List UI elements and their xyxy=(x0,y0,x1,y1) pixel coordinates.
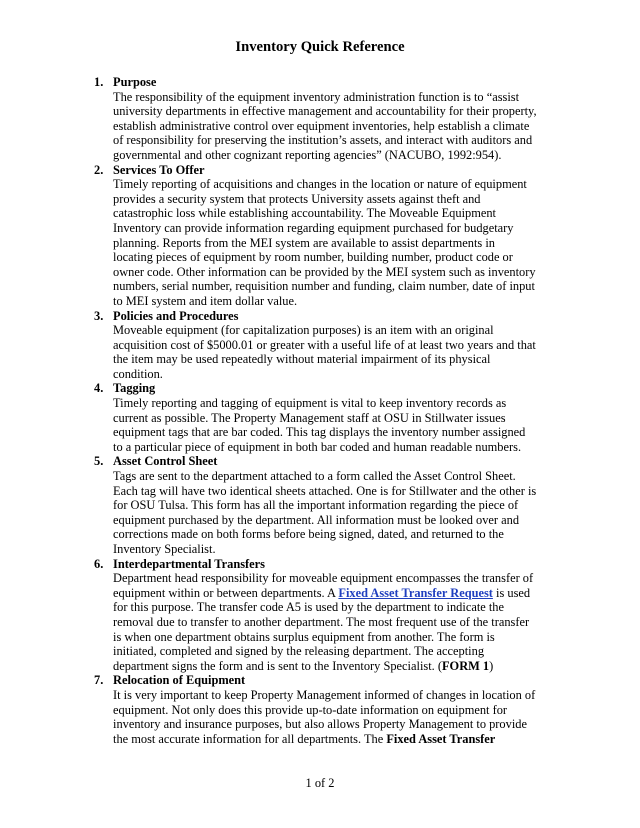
body-line: to MEI system and item dollar value. xyxy=(113,293,298,308)
body-line: equipment purchased by the department. All information must be looked over and xyxy=(113,512,520,527)
section-number: 5. xyxy=(94,454,104,469)
section-body xyxy=(113,177,543,308)
body-line: catastrophic loss while establishing accountability. The Moveable Equipment xyxy=(113,206,496,221)
body-line: It is very important to keep Property Management informed of changes in location of xyxy=(113,687,536,702)
body-line: owner code. Other information can be provided by the MEI system such as inventory xyxy=(113,264,536,279)
body-line: planning. Reports from the MEI system are available to assist departments in xyxy=(113,235,495,250)
section-number: 6. xyxy=(94,556,104,571)
section-tagging xyxy=(0,381,640,454)
section-number: 4. xyxy=(94,381,104,396)
section-list xyxy=(0,75,640,746)
body-line: acquisition cost of $5000.01 or greater with a useful life of at least two years and that xyxy=(113,337,536,352)
body-line: for OSU Tulsa. This form has all the important information regarding the piece of xyxy=(113,498,519,513)
body-line: condition. xyxy=(113,366,163,381)
body-line: initiated, completed and signed by the releasing department. The accepting xyxy=(113,644,485,659)
body-line: university departments in effective management and accountability for their property, xyxy=(113,104,537,119)
section-relocation xyxy=(0,673,640,746)
body-text: is used xyxy=(492,585,531,600)
body-line: inventory and insurance purposes, but also allows Property Management to provide xyxy=(113,717,527,732)
body-line: equipment. Not only does this provide up-to-date information on equipment for xyxy=(113,702,508,717)
body-line: numbers, serial number, requisition number and funding, claim number, date of input xyxy=(113,279,535,294)
section-number: 1. xyxy=(94,75,104,89)
body-line: Moveable equipment (for capitalization purposes) is an item with an original xyxy=(113,323,494,338)
section-heading: Relocation of Equipment xyxy=(113,673,246,688)
body-line: locating pieces of equipment by room number, building number, product code or xyxy=(113,250,513,265)
body-line: establish administrative control over equipment inventories, help establish a climate xyxy=(113,118,530,133)
section-body xyxy=(113,90,543,163)
form-reference: Fixed Asset Transfer xyxy=(386,731,496,746)
body-line: to a particular piece of equipment in both bar coded and human readable numbers. xyxy=(113,439,522,454)
section-heading: Interdepartmental Transfers xyxy=(113,556,265,571)
section-number: 7. xyxy=(94,673,104,688)
body-line: Department head responsibility for moveable equipment encompasses the transfer of xyxy=(113,571,534,586)
body-text: equipment within or between departments. A xyxy=(113,585,339,600)
section-number: 2. xyxy=(94,162,104,177)
body-line: provides a security system that protects University assets against theft and xyxy=(113,191,481,206)
section-body xyxy=(113,688,543,746)
section-heading: Purpose xyxy=(113,75,157,89)
section-body xyxy=(113,396,543,454)
section-number: 3. xyxy=(94,308,104,323)
section-interdepartmental-transfers xyxy=(0,557,640,674)
fixed-asset-transfer-request-link[interactable]: Fixed Asset Transfer Request xyxy=(338,585,493,600)
page-number: 1 of 2 xyxy=(305,776,335,790)
body-line: Tags are sent to the department attached to a form called the Asset Control Sheet. xyxy=(113,469,516,484)
body-line xyxy=(113,659,543,674)
body-line xyxy=(113,586,543,601)
page-title: Inventory Quick Reference xyxy=(235,39,405,55)
form-reference: FORM 1 xyxy=(441,658,490,673)
body-line: Timely reporting and tagging of equipment is vital to keep inventory records as xyxy=(113,396,507,411)
body-line: Each tag will have two identical sheets attached. One is for Stillwater and the other is xyxy=(113,483,537,498)
section-heading: Services To Offer xyxy=(113,162,205,177)
section-purpose xyxy=(0,75,640,163)
body-line xyxy=(113,732,543,747)
section-policies xyxy=(0,309,640,382)
section-heading: Asset Control Sheet xyxy=(113,454,218,469)
body-line: governmental and other cognizant reporting agencies” (NACUBO, 1992:954). xyxy=(113,147,502,162)
body-line: current as possible. The Property Management staff at OSU in Stillwater issues xyxy=(113,410,506,425)
body-line: of responsibility for preserving the institution’s assets, and interact with auditors and xyxy=(113,133,533,148)
body-line: is when one department obtains surplus equipment from another. The form is xyxy=(113,629,495,644)
section-services xyxy=(0,163,640,309)
body-line: Inventory can provide information regarding equipment purchased for budgetary xyxy=(113,220,514,235)
body-line: The responsibility of the equipment inventory administration function is to “assist xyxy=(113,89,520,104)
section-body xyxy=(113,469,543,557)
section-heading: Policies and Procedures xyxy=(113,308,239,323)
body-line: removal due to transfer to another department. The most frequent use of the transfer xyxy=(113,614,530,629)
section-body xyxy=(113,571,543,673)
section-heading: Tagging xyxy=(113,381,156,396)
body-line: corrections made on both forms before being signed, dated, and returned to the xyxy=(113,527,504,542)
body-line: Timely reporting of acquisitions and changes in the location or nature of equipment xyxy=(113,177,527,192)
body-line: for this purpose. The transfer code A5 is used by the department to indicate the xyxy=(113,600,505,615)
body-line: equipment tags that are bar coded. This tag displays the inventory number assigned xyxy=(113,425,526,440)
body-line: Inventory Specialist. xyxy=(113,542,216,556)
section-asset-control-sheet xyxy=(0,454,640,556)
body-text: the most accurate information for all departments. The xyxy=(113,731,387,746)
body-line: the item may be used repeatedly without material impairment of its physical xyxy=(113,352,491,367)
body-text: ) xyxy=(489,658,494,673)
section-body xyxy=(113,323,543,381)
body-text: department signs the form and is sent to the Inventory Specialist. ( xyxy=(113,658,442,673)
